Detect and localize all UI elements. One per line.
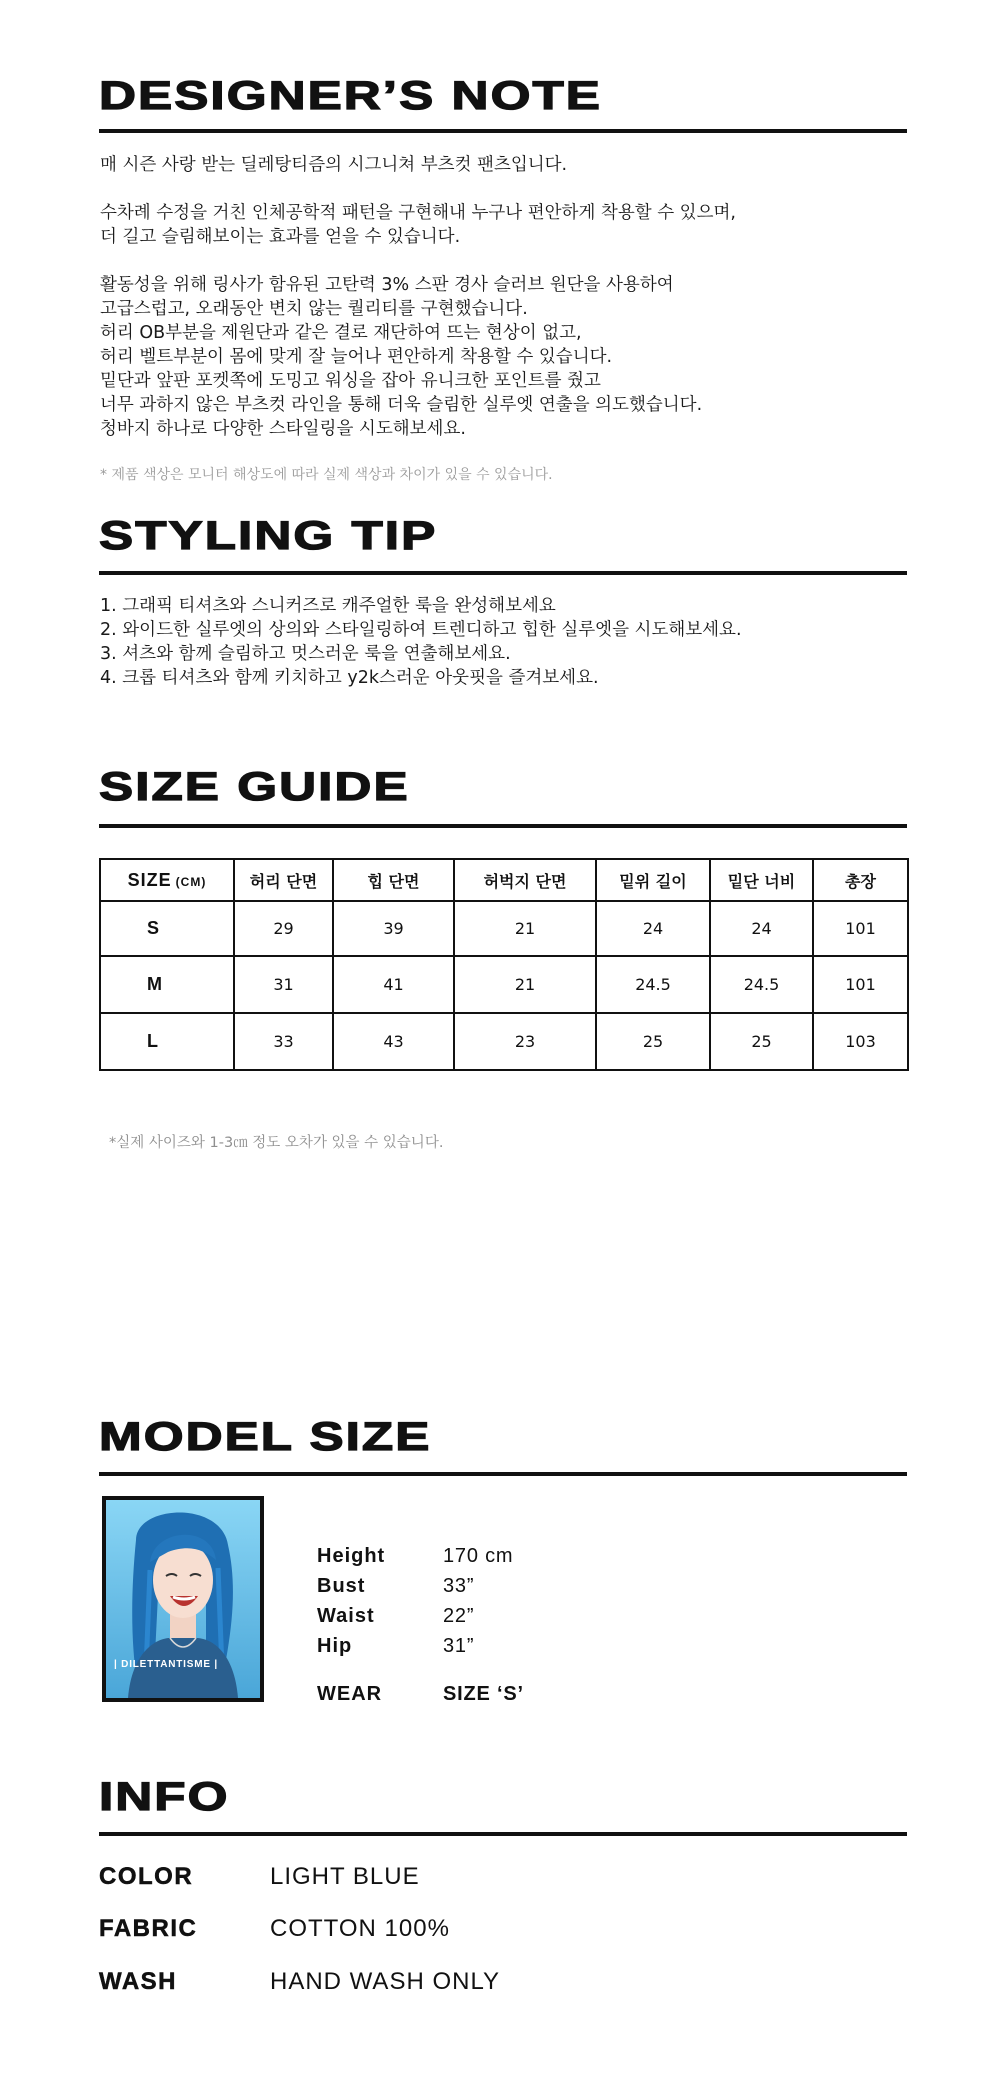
size-label-s: S	[100, 901, 234, 956]
model-block	[99, 1496, 907, 1706]
size-table	[99, 858, 909, 1071]
table-cell: 21	[454, 901, 596, 956]
note-line: 너무 과하지 않은 부츠컷 라인을 통해 더욱 슬림한 실루엣 연출을 의도했습니다.	[100, 395, 703, 415]
column-header-length: 총장	[813, 859, 908, 901]
note-line: 청바지 하나로 다양한 스타일링을 시도해보세요.	[100, 419, 466, 439]
size-column-header	[100, 859, 234, 901]
section-divider	[99, 1472, 907, 1476]
note-line: 허리 벨트부분이 몸에 맞게 잘 늘어나 편안하게 착용할 수 있습니다.	[100, 347, 613, 367]
size-guide-heading: SIZE GUIDE	[99, 765, 410, 809]
table-cell: 24.5	[596, 956, 710, 1013]
section-divider	[99, 129, 907, 133]
size-label-m: M	[100, 956, 234, 1013]
note-line: 허리 OB부분을 제원단과 같은 결로 재단하여 뜨는 현상이 없고,	[100, 323, 582, 343]
section-divider	[99, 824, 907, 828]
spec-label: Waist	[317, 1605, 375, 1627]
table-cell: 41	[333, 956, 454, 1013]
styling-tip-item: 3. 셔츠와 함께 슬림하고 멋스러운 룩을 연출해보세요.	[100, 644, 511, 664]
info-section	[99, 1777, 907, 2007]
table-cell: 39	[333, 901, 454, 956]
table-cell: 103	[813, 1013, 908, 1070]
table-cell: 24.5	[710, 956, 813, 1013]
styling-tip-item: 4. 크롭 티셔츠와 함께 키치하고 y2k스러운 아웃핏을 즐겨보세요.	[100, 668, 599, 688]
table-cell: 33	[234, 1013, 333, 1070]
section-divider	[99, 1832, 907, 1836]
spec-label: Hip	[317, 1635, 353, 1657]
styling-tip-item: 1. 그래픽 티셔츠와 스니커즈로 캐주얼한 룩을 완성해보세요	[100, 596, 556, 616]
table-cell: 21	[454, 956, 596, 1013]
table-row	[100, 956, 908, 1013]
photo-brand-caption: | DILETTANTISME |	[114, 1659, 219, 1670]
spec-label: Bust	[317, 1575, 366, 1597]
size-unit-label: (CM)	[175, 874, 207, 889]
table-cell: 23	[454, 1013, 596, 1070]
table-cell: 101	[813, 956, 908, 1013]
color-disclaimer: * 제품 색상은 모니터 해상도에 따라 실제 색상과 차이가 있을 수 있습니다.	[100, 467, 553, 483]
designers-note-section	[99, 76, 907, 486]
column-header-waist: 허리 단면	[234, 859, 333, 901]
table-row	[100, 1013, 908, 1070]
designers-note-heading: DESIGNER’S NOTE	[99, 74, 602, 118]
styling-tip-heading: STYLING TIP	[99, 514, 438, 558]
model-size-section	[99, 1417, 907, 1717]
table-cell: 25	[596, 1013, 710, 1070]
table-cell: 43	[333, 1013, 454, 1070]
styling-tip-item: 2. 와이드한 실루엣의 상의와 스타일링하여 트렌디하고 힙한 실루엣을 시도해보세요.	[100, 620, 742, 640]
styling-tip-section	[99, 516, 907, 706]
table-cell: 25	[710, 1013, 813, 1070]
spec-label: Height	[317, 1545, 386, 1567]
spec-value: 31”	[443, 1635, 475, 1657]
column-header-hem: 밑단 너비	[710, 859, 813, 901]
spec-value: 33”	[443, 1575, 475, 1597]
size-guide-section	[99, 767, 907, 1167]
size-header-label: SIZE	[127, 869, 172, 890]
table-cell: 24	[596, 901, 710, 956]
table-cell: 101	[813, 901, 908, 956]
note-line: 밑단과 앞판 포켓쪽에 도밍고 워싱을 잡아 유니크한 포인트를 줬고	[100, 371, 601, 391]
column-header-hip: 힙 단면	[333, 859, 454, 901]
note-line: 더 길고 슬림해보이는 효과를 얻을 수 있습니다.	[100, 227, 461, 247]
column-header-rise: 밑위 길이	[596, 859, 710, 901]
note-line: 매 시즌 사랑 받는 딜레탕티즘의 시그니쳐 부츠컷 팬츠입니다.	[100, 155, 568, 175]
info-label: COLOR	[99, 1863, 194, 1890]
wear-label: WEAR	[317, 1683, 383, 1705]
spec-value: 22”	[443, 1605, 475, 1627]
section-divider	[99, 571, 907, 575]
note-line: 수차례 수정을 거친 인체공학적 패턴을 구현해내 누구나 편안하게 착용할 수 있으며,	[100, 203, 736, 223]
table-row	[100, 901, 908, 956]
table-cell: 29	[234, 901, 333, 956]
info-value: HAND WASH ONLY	[270, 1968, 501, 1995]
info-heading: INFO	[99, 1775, 230, 1819]
table-cell: 31	[234, 956, 333, 1013]
styling-tip-list	[100, 594, 742, 690]
model-photo	[102, 1496, 264, 1702]
size-table-header-row	[100, 859, 908, 901]
size-label-l: L	[100, 1013, 234, 1070]
info-value: COTTON 100%	[270, 1915, 450, 1942]
info-label: FABRIC	[99, 1915, 198, 1942]
info-label: WASH	[99, 1968, 177, 1995]
note-line: 고급스럽고, 오래동안 변치 않는 퀄리티를 구현했습니다.	[100, 299, 528, 319]
designers-note-paragraph-2	[100, 201, 736, 249]
info-value: LIGHT BLUE	[270, 1863, 420, 1890]
designers-note-paragraph-3	[100, 273, 702, 441]
model-size-heading: MODEL SIZE	[99, 1415, 432, 1459]
spec-value: 170 cm	[443, 1545, 514, 1567]
column-header-thigh: 허벅지 단면	[454, 859, 596, 901]
wear-value: SIZE ‘S’	[443, 1683, 524, 1705]
table-cell: 24	[710, 901, 813, 956]
designers-note-paragraph-1	[100, 153, 567, 177]
size-tolerance-note: *실제 사이즈와 1-3㎝ 정도 오차가 있을 수 있습니다.	[109, 1135, 444, 1151]
note-line: 활동성을 위해 링사가 함유된 고탄력 3% 스판 경사 슬러브 원단을 사용하여	[100, 275, 674, 295]
